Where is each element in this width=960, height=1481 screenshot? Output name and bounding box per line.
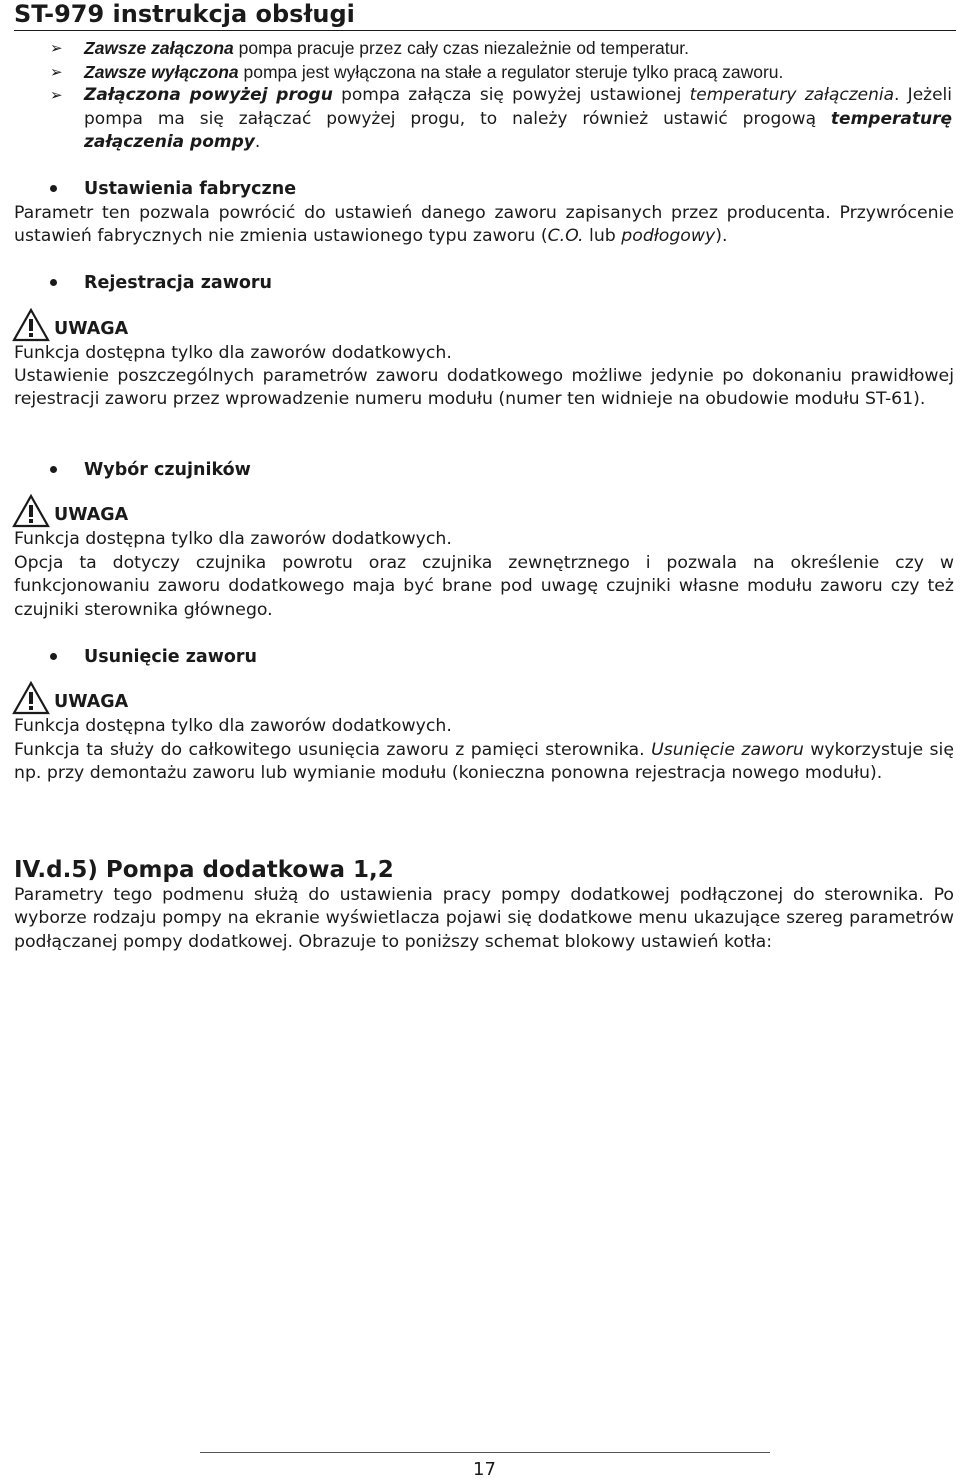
footer-divider [200,1452,770,1453]
option-list [0,37,960,155]
section-title: Ustawienia fabryczne [84,179,297,199]
warning-block [12,494,312,528]
warning-triangle-icon [12,308,50,342]
section-heading-registration [0,271,960,295]
section-heading-factory [0,177,960,201]
section-heading-sensors [0,458,960,482]
section-text [14,739,954,786]
section-text: Opcja ta dotyczy czujnika powrotu oraz czujnika zewnętrznego i pozwala na określenie czy w funkcjonowaniu zaworu dodatkowego maja być brane pod uwagę czujniki własne modułu zaworu czy też czujniki sterownika głównego. [14,553,954,620]
page-title: ST-979 instrukcja obsługi [14,0,956,31]
bullet-dot-icon [50,185,57,192]
option-term: Załączona powyżej progu [84,85,333,105]
bullet-dot-icon [50,466,57,473]
text-run: wykorzystuje się np. przy demontażu zaworu lub wymianie modułu (konieczna ponowna rejestracja nowego modułu). [14,740,954,784]
option-text: pompa załącza się powyżej ustawionej [332,85,690,105]
warning-label: UWAGA [54,319,129,339]
text-run-italic: Usunięcie zaworu [651,740,804,760]
warning-label: UWAGA [54,692,129,712]
section-text [14,202,954,249]
subsection-heading: IV.d.5) Pompa dodatkowa 1,2 [14,857,394,883]
text-run: Funkcja ta służy do całkowitego usunięcia zaworu z pamięci sterownika. [14,740,652,760]
section-note: Funkcja dostępna tylko dla zaworów dodatkowych. [14,529,452,549]
warning-block [12,681,312,715]
subsection-text: Parametry tego podmenu służą do ustawienia pracy pompy dodatkowej podłączonej do sterownika. Po wyborze rodzaju pompy na ekranie wyświetlacza pojawi się dodatkowe menu ukazujące szereg parametrów podłączanej pompy dodatkowej. Obrazuje to poniższy schemat blokowy ustawień kotła: [14,885,954,952]
section-title: Rejestracja zaworu [84,273,272,293]
page-number: 17 [473,1459,496,1480]
section-note: Funkcja dostępna tylko dla zaworów dodatkowych. [14,343,452,363]
warning-label: UWAGA [54,505,129,525]
option-text: pompa pracuje przez cały czas niezależnie od temperatur. [233,38,690,58]
text-run-italic: C.O. [547,226,584,247]
option-text: pompa jest wyłączona na stałe a regulator steruje tylko pracą zaworu. [238,61,784,82]
warning-triangle-icon [12,681,50,715]
list-item [0,84,960,155]
arrow-bullet-icon: ➢ [50,86,63,104]
text-run-italic: podłogowy [621,226,716,247]
option-term-italic: temperatury załączenia [689,85,895,105]
bullet-dot-icon [50,279,57,286]
section-note: Funkcja dostępna tylko dla zaworów dodatkowych. [14,716,452,736]
section-text: Ustawienie poszczególnych parametrów zaworu dodatkowego możliwe jedynie po dokonaniu prawidłowej rejestracji zaworu przez wprowadzenie numeru modułu (numer ten widnieje na obudowie modułu ST-61). [14,366,954,410]
warning-block [12,308,312,342]
arrow-bullet-icon: ➢ [50,62,63,81]
bullet-dot-icon [50,653,57,660]
option-term: temperaturę załączenia pompy [84,108,952,152]
arrow-bullet-icon: ➢ [50,39,63,57]
text-run: lub [583,226,622,247]
text-run: ). [715,226,728,247]
section-title: Wybór czujników [84,460,251,480]
warning-triangle-icon [12,494,50,528]
list-item [0,61,960,85]
option-term: Zawsze wyłączona [84,61,239,82]
option-text: . [254,132,261,152]
section-title: Usunięcie zaworu [84,647,258,667]
option-text: . Jeżeli pompa ma się załączać powyżej progu, to należy również ustawić progową [84,85,952,129]
text-run: Parametr ten pozwala powrócić do ustawień danego zaworu zapisanych przez producenta. Przywrócenie ustawień fabrycznych nie zmienia ustawionego typu zaworu ( [14,203,954,247]
section-heading-removal [0,645,960,669]
list-item [0,37,960,61]
option-term: Zawsze załączona [84,38,234,58]
